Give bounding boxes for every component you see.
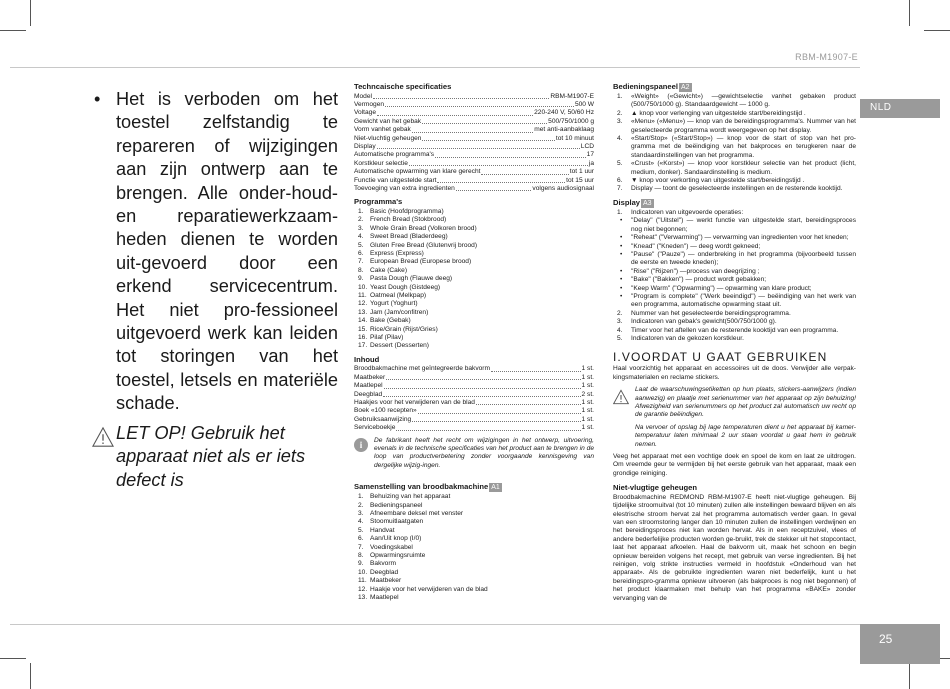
list-item bbox=[354, 317, 594, 325]
assembly-list bbox=[354, 493, 594, 602]
row-label: Toevoeging van extra ingredienten bbox=[354, 184, 455, 192]
manufacturer-note-text: De fabrikant heeft het recht om wijzigingen in het ontwerp, uitvoering, evenals in de technische specificaties van het product aan te brengen in de loop van productverbetering zonder voorgaande kennisgeving van dergelijke wijzig-ingen. bbox=[374, 436, 594, 469]
row-label: Broodbakmachine met geïntegreerde bakvorm bbox=[354, 365, 490, 373]
table-row bbox=[354, 374, 594, 382]
item-text: Sweet Bread (Bladerdeeg) bbox=[370, 233, 448, 241]
row-value: volgens audiosignaal bbox=[532, 184, 594, 192]
row-label: Display bbox=[354, 142, 376, 150]
row-value: 1 st. bbox=[581, 398, 594, 406]
table-row bbox=[354, 177, 594, 185]
row-value: tot 10 minuut bbox=[555, 134, 594, 142]
programs-heading: Programma's bbox=[354, 197, 403, 207]
memory-text: Broodbakmachine REDMOND RBM-M1907-E heeft niet-vlugtige geheugen. Bij tijdelijke stroomuitval (tot 10 minuten) zullen alle instellingen bewaard blijven en als elestrische stroom hervat zal het programma automatisch verder gaan. In geval van een stroomstoring langer dan 10 minuten zullen de instellingen verdwijnen en het bereidingsproces niet kan worden hervat. Als in een receptzuivel, vlees of andere bederfelijke producten worden ge-bruikt, trek de stekker uit het stopcontact, laat het apparaat afkoelen. Haal de bakvorm uit, maak het schoon en begin opnieuw bereiden volgens het recept, met gebruik van verse ingredienten. Bij het reinigen, volg strikte instructies vermeld in hoofdstuk «Onderhoud van het apparaat». Als de gebruikte ingredienten waren niet bederfelijk, kunt u het bereidingspro-gramma opnieuw uitvoeren (als bakproces is nog niet begonnen) of het product klaarmaken met behulp van het programma «BAKE» zonder vervanging van de bbox=[613, 493, 856, 602]
dot-leader bbox=[373, 98, 549, 99]
item-number: 14. bbox=[358, 317, 368, 325]
list-item bbox=[613, 177, 856, 185]
dot-leader bbox=[418, 413, 581, 414]
item-text: «Weight» («Gewicht») —gewichtselectie vanhet gebaken product (500/750/1000 g). Standaardgewicht — 1000 g. bbox=[631, 93, 856, 109]
item-number: 3. bbox=[358, 509, 364, 517]
dot-leader bbox=[481, 174, 568, 175]
assembly-heading bbox=[354, 482, 594, 492]
item-number: 3. bbox=[358, 224, 364, 232]
row-label: Vermogen bbox=[354, 100, 385, 108]
row-value: tot 1 uur bbox=[569, 168, 594, 176]
display-indicator-list bbox=[613, 217, 856, 309]
defect-warning bbox=[92, 422, 338, 492]
item-text: Voedingskabel bbox=[370, 543, 413, 551]
control-panel-heading-text: Bedieningspaneel bbox=[613, 82, 678, 91]
dot-leader bbox=[385, 106, 574, 107]
row-value: tot 15 uur bbox=[566, 176, 594, 184]
row-value: RBM-M1907-E bbox=[550, 92, 594, 100]
item-number: 4. bbox=[358, 233, 364, 241]
dot-leader bbox=[412, 421, 580, 422]
info-icon: i bbox=[354, 438, 368, 452]
specs-heading: Technсaische specificaties bbox=[354, 82, 452, 91]
item-number: 11. bbox=[358, 577, 367, 585]
row-value: 1 st. bbox=[581, 382, 594, 390]
crop-mark bbox=[909, 0, 910, 26]
programs-list bbox=[354, 208, 594, 351]
item-text: Haakje voor het verwijderen van de blad bbox=[370, 585, 488, 593]
table-row bbox=[354, 399, 594, 407]
row-label: Deegblad bbox=[354, 390, 383, 398]
item-number: 5. bbox=[358, 241, 364, 249]
list-item: • "Pause" ("Pauze") — onderbreking in het programma (bijvoorbeeld tussen de eerste en tweede kneden); bbox=[613, 251, 856, 268]
list-item bbox=[354, 560, 594, 568]
item-text: Bedieningspaneel bbox=[370, 501, 423, 509]
item-number: 6. bbox=[617, 177, 623, 185]
item-text: Aan/Uit knop (I/0) bbox=[370, 535, 422, 543]
dot-leader bbox=[422, 123, 547, 124]
list-item bbox=[354, 258, 594, 266]
table-row bbox=[354, 101, 594, 109]
dot-leader bbox=[386, 379, 580, 380]
list-item bbox=[354, 518, 594, 526]
list-item bbox=[354, 535, 594, 543]
list-item: • "Knead" ("Kneden") — deeg wordt gekneed; bbox=[613, 243, 856, 251]
item-number: 9. bbox=[358, 560, 364, 568]
dot-leader bbox=[491, 371, 581, 372]
list-item bbox=[354, 233, 594, 241]
crop-mark bbox=[30, 0, 31, 26]
specs-table bbox=[354, 93, 594, 194]
table-row bbox=[354, 160, 594, 168]
list-item bbox=[354, 326, 594, 334]
dot-leader bbox=[422, 140, 554, 141]
list-item bbox=[354, 510, 594, 518]
row-value: 2 st. bbox=[581, 390, 594, 398]
item-number: 3. bbox=[617, 318, 623, 326]
list-item: • "Delay" ("Uitstel") — werkt functie van uitgestelde start, bereidingsproces nog niet begonnen; bbox=[613, 217, 856, 234]
item-number: 8. bbox=[358, 552, 364, 559]
list-item bbox=[354, 225, 594, 233]
item-number: 2. bbox=[358, 501, 364, 509]
item-text: Handvat bbox=[370, 526, 395, 534]
item-text: ▼ knop voor verkorting van uitgestelde start/bereidingstijd . bbox=[631, 177, 805, 185]
item-number: 5. bbox=[617, 160, 623, 168]
list-item bbox=[354, 300, 594, 308]
dot-leader bbox=[396, 430, 580, 431]
item-text: Afneembare deksel met venster bbox=[370, 509, 464, 517]
item-text: Oatmeal (Melkpap) bbox=[370, 291, 427, 299]
dot-leader bbox=[383, 396, 580, 397]
dot-leader bbox=[412, 132, 533, 133]
item-text: Express (Express) bbox=[370, 249, 424, 257]
language-tab: NLD bbox=[860, 99, 940, 118]
list-item bbox=[354, 544, 594, 552]
display-intro bbox=[613, 209, 856, 217]
table-row bbox=[354, 407, 594, 415]
list-item bbox=[354, 334, 594, 342]
item-text: Display — toont de geselecteerde instellingen en de resterende kooktijd. bbox=[631, 185, 843, 193]
row-value: 1 st. bbox=[581, 407, 594, 415]
item-text: Pasta Dough (Flauwe deeg) bbox=[370, 275, 453, 283]
item-text: Gluten Free Bread (Glutenvrij brood) bbox=[370, 241, 478, 249]
figure-tag: A1 bbox=[491, 484, 500, 492]
list-item bbox=[613, 110, 856, 118]
list-item: • "Keep Warm" ("Opwarming") — opwarming van klare product; bbox=[613, 285, 856, 293]
row-label: Serviceboekje bbox=[354, 424, 396, 432]
item-text: Behuizing van het apparaat bbox=[370, 493, 451, 501]
item-text: Jam (Jam/confitren) bbox=[370, 308, 429, 316]
item-text: «Crust» («Korst») — knop voor korstkleur selectie van het product (licht, medium, donker). Sandaardinstelling is medium. bbox=[631, 160, 856, 176]
row-label: Maatbeker bbox=[354, 373, 386, 381]
item-number: 11. bbox=[358, 291, 367, 299]
list-item bbox=[354, 493, 594, 501]
table-row bbox=[354, 109, 594, 117]
footer-divider bbox=[10, 624, 860, 625]
crop-mark bbox=[924, 30, 950, 31]
list-item bbox=[613, 135, 856, 160]
list-item bbox=[354, 292, 594, 300]
item-text: Pilaf (Pilav) bbox=[370, 333, 404, 341]
row-value: 220-240 V, 50/60 Hz bbox=[534, 109, 594, 117]
item-number: 1. bbox=[358, 493, 364, 501]
crop-mark bbox=[909, 663, 910, 689]
list-item bbox=[354, 502, 594, 510]
item-number: 3. bbox=[617, 118, 623, 126]
label-warning bbox=[613, 386, 856, 449]
list-item: • "Rise" ("Rijzen") —process van deegrijzing ; bbox=[613, 268, 856, 276]
contents-heading: Inhoud bbox=[354, 354, 380, 364]
list-item bbox=[613, 318, 856, 326]
table-row bbox=[354, 168, 594, 176]
list-item bbox=[613, 335, 856, 343]
item-number: 5. bbox=[358, 526, 364, 534]
figure-tag: A3 bbox=[643, 199, 652, 207]
row-label: Automatische programma's bbox=[354, 151, 435, 159]
list-item bbox=[613, 327, 856, 335]
dot-leader bbox=[409, 165, 588, 166]
item-text: Yeast Dough (Gistdeeg) bbox=[370, 283, 441, 291]
cleaning-paragraph: Veeg het apparaat met een vochtige doek en spoel de kom en laat ze uitdrogen. Om vreemde geur te vermijden bij het eerste gebruik van het apparaat, maak een grondige reiniging. bbox=[613, 453, 856, 477]
item-number: 4. bbox=[617, 326, 623, 334]
row-label: Vorm vanhet gebak bbox=[354, 126, 411, 134]
table-row bbox=[354, 185, 594, 193]
row-value: ja bbox=[588, 159, 594, 167]
repair-warning-bullet: • Het is verboden om het toestel zelfstandig te repareren of wijzigingen aan zijn ontwerp aan te brengen. Alle onder-houd- en reparatiewerkzaam-heden dienen te worden uit-gevoerd door een erkend servicecentrum. Het niet pro-fessioneel uitgevoerd werk kan leiden tot storingen van het toestel, letsels en materiële schade. bbox=[92, 88, 338, 416]
item-text: Stoomuitlaatgaten bbox=[370, 518, 424, 526]
page-number: 25 bbox=[860, 624, 940, 664]
list-item bbox=[354, 527, 594, 535]
item-text: Nummer van het geselecteerde bereidingsprogramma. bbox=[631, 309, 791, 317]
row-value: 1 st. bbox=[581, 365, 594, 373]
row-label: Gebruiksaanwijzing bbox=[354, 415, 412, 423]
item-text: Bakvorm bbox=[370, 560, 397, 568]
display-heading bbox=[613, 198, 856, 208]
list-item bbox=[613, 93, 856, 110]
table-row bbox=[354, 126, 594, 134]
item-number: 13. bbox=[358, 594, 368, 602]
table-row bbox=[354, 365, 594, 373]
item-number: 7. bbox=[358, 258, 364, 266]
item-number: 2. bbox=[358, 216, 364, 224]
warning-triangle-icon bbox=[613, 389, 629, 405]
item-number: 1. bbox=[358, 207, 364, 215]
item-text: Opwarmingsruimte bbox=[370, 552, 426, 559]
item-text: Maatbeker bbox=[370, 577, 402, 585]
row-label: Model bbox=[354, 92, 372, 100]
row-value: 1 st. bbox=[581, 373, 594, 381]
section-title: I.VOORDAT U GAAT GEBRUIKEN bbox=[613, 350, 828, 365]
list-item bbox=[354, 577, 594, 585]
row-label: Niet-vluchtig geheugen bbox=[354, 134, 422, 142]
list-item bbox=[354, 586, 594, 594]
item-number: 7. bbox=[358, 543, 364, 551]
item-text: Bake (Gebak) bbox=[370, 317, 411, 325]
list-item: • "Reheat" ("Verwarming") — verwarming van ingredienten voor het kneden; bbox=[613, 234, 856, 242]
item-text: Basic (Hoofdprogramma) bbox=[370, 207, 444, 215]
row-value: 1 st. bbox=[581, 415, 594, 423]
item-number: 5. bbox=[617, 334, 623, 342]
item-number: 6. bbox=[358, 535, 364, 543]
memory-heading: Niet-vlugtige geheugen bbox=[613, 483, 697, 493]
row-value: 500 W bbox=[574, 100, 594, 108]
list-item bbox=[613, 160, 856, 177]
dot-leader bbox=[384, 388, 581, 389]
list-item bbox=[613, 310, 856, 318]
row-label: Automatische opwarming van klare gerecht bbox=[354, 168, 481, 176]
list-item bbox=[354, 275, 594, 283]
item-text: Deegblad bbox=[370, 568, 399, 576]
item-text: Whole Grain Bread (Volkoren brood) bbox=[370, 224, 477, 232]
list-item bbox=[354, 569, 594, 577]
defect-warning-text: LET OP! Gebruik het apparaat niet als er iets defect is bbox=[116, 422, 306, 490]
dot-leader bbox=[476, 404, 581, 405]
row-value: LCD bbox=[580, 142, 594, 150]
row-label: Gewicht van het gebak bbox=[354, 117, 422, 125]
list-item: • "Program is complete" ("Werk beeindigd") — beëindiging van het werk van een programma, automatische opwarming staat uit. bbox=[613, 293, 856, 310]
before-use-intro: Haal voorzichtig het apparaat en accessoires uit de doos. Verwijder alle verpak-kingsmaterialen en reclame stickers. bbox=[613, 365, 856, 381]
display-list bbox=[613, 310, 856, 344]
table-row bbox=[354, 391, 594, 399]
item-number: 2. bbox=[617, 309, 623, 317]
item-number: 7. bbox=[617, 185, 623, 193]
control-panel-heading bbox=[613, 82, 856, 92]
item-number: 9. bbox=[358, 275, 364, 283]
header-divider bbox=[10, 67, 860, 68]
dot-leader bbox=[437, 182, 565, 183]
contents-table bbox=[354, 365, 594, 432]
list-item: 1. Indicatoren van uitgevoerde operaties: bbox=[617, 208, 744, 216]
warning-triangle-icon bbox=[92, 426, 114, 448]
crop-mark bbox=[0, 30, 26, 31]
list-item bbox=[354, 342, 594, 350]
table-row bbox=[354, 135, 594, 143]
model-header: RBM-M1907-E bbox=[795, 52, 858, 62]
dot-leader bbox=[377, 115, 533, 116]
list-item bbox=[354, 267, 594, 275]
crop-mark bbox=[0, 658, 26, 659]
row-label: Boek «100 recepten» bbox=[354, 407, 417, 415]
item-number: 15. bbox=[358, 325, 368, 333]
item-number: 8. bbox=[358, 266, 364, 274]
control-panel-list bbox=[613, 93, 856, 194]
left-column bbox=[92, 88, 338, 492]
middle-column bbox=[354, 82, 594, 602]
item-text: European Bread (Europese brood) bbox=[370, 258, 472, 266]
row-value: 17 bbox=[586, 151, 594, 159]
list-item bbox=[354, 216, 594, 224]
item-number: 6. bbox=[358, 249, 364, 257]
row-value: 500/750/1000 g bbox=[548, 117, 594, 125]
item-number: 2. bbox=[617, 109, 623, 117]
item-number: 12. bbox=[358, 300, 368, 308]
table-row bbox=[354, 93, 594, 101]
row-value: met anti-aanbaklaag bbox=[534, 126, 594, 134]
item-number: 10. bbox=[358, 283, 368, 291]
table-row bbox=[354, 424, 594, 432]
item-text: Rice/Grain (Rijst/Gries) bbox=[370, 325, 438, 333]
list-item bbox=[613, 185, 856, 193]
item-text: Cake (Cake) bbox=[370, 266, 408, 274]
dot-leader bbox=[456, 190, 532, 191]
list-item: • "Bake" ("Bakken") — product wordt gebakken; bbox=[613, 276, 856, 284]
table-row bbox=[354, 143, 594, 151]
list-item bbox=[354, 284, 594, 292]
right-column bbox=[613, 82, 856, 603]
item-text: «Menu» («Menu») — knop van de bereidingsprogramma's. Nummer van het geselecteerde programma wordt weergegeven op het display. bbox=[631, 118, 856, 134]
item-text: ▲ knop voor verlenging van uitgestelde start/bereidingstijd . bbox=[631, 109, 806, 117]
item-text: Dessert (Desserten) bbox=[370, 342, 429, 350]
item-number: 1. bbox=[617, 93, 623, 100]
manufacturer-note bbox=[354, 437, 594, 471]
list-item bbox=[354, 552, 594, 560]
row-label: Haakjes voor het verwijderen van de blad bbox=[354, 398, 475, 406]
row-label: Voltage bbox=[354, 109, 376, 117]
list-item bbox=[354, 594, 594, 602]
row-label: Functie van uitgestelde start bbox=[354, 176, 437, 184]
item-number: 4. bbox=[617, 135, 623, 143]
item-number: 4. bbox=[358, 518, 364, 526]
table-row bbox=[354, 151, 594, 159]
item-text: Indicatoren van gebak's gewicht(500/750/1000 g). bbox=[631, 318, 777, 326]
item-number: 10. bbox=[358, 568, 368, 576]
item-text: French Bread (Stokbrood) bbox=[370, 216, 447, 224]
table-row bbox=[354, 416, 594, 424]
figure-tag: A2 bbox=[681, 84, 690, 91]
item-text: Yogurt (Yoghurt) bbox=[370, 300, 418, 308]
list-item bbox=[354, 208, 594, 216]
list-item bbox=[613, 118, 856, 135]
item-text: «Start/Stop» («Start/Stop») — knop voor de start of stop van het pro-gramma met de beëindiging van het bakproces en terugkeren naar de standaardinstellingen van het programma. bbox=[631, 135, 856, 159]
row-label: Korstkleur selectie bbox=[354, 159, 408, 167]
table-row bbox=[354, 118, 594, 126]
crop-mark bbox=[30, 663, 31, 689]
row-value: 1 st. bbox=[581, 424, 594, 432]
list-item bbox=[354, 250, 594, 258]
item-number: 12. bbox=[358, 585, 368, 593]
item-text: Maatlepel bbox=[370, 594, 399, 602]
table-row bbox=[354, 382, 594, 390]
list-item bbox=[354, 242, 594, 250]
dot-leader bbox=[377, 148, 580, 149]
item-number: 16. bbox=[358, 333, 368, 341]
assembly-heading-text: Samenstelling van broodbakmachine bbox=[354, 482, 489, 492]
transport-warning-text: Na vervoer of opslag bij lage temperaturen dient u het apparaat bij kamer-temperatuur laten minimaal 2 uur staan voordat u gaat hem in gebruik nemen. bbox=[635, 423, 856, 448]
label-warning-text: Laat de waarschuwingsetiketten op hun plaats, stickers-aanwijzers (indien aanwezig) en plaatje met serienummer van het apparaat op zijn behuizing! Afwezigheid van serienummers op het product zal automatisch uw recht op de garantie beëindigen. bbox=[635, 386, 856, 419]
display-heading-text: Display bbox=[613, 197, 641, 207]
item-text: Timer voor het aftellen van de resterende kooktijd van een programma. bbox=[631, 326, 839, 334]
list-item bbox=[354, 309, 594, 317]
item-number: 17. bbox=[358, 342, 368, 350]
row-label: Maatlepel bbox=[354, 382, 383, 390]
item-number: 13. bbox=[358, 308, 368, 316]
item-text: Indicatoren van de gekozen korstkleur. bbox=[631, 334, 744, 342]
dot-leader bbox=[435, 157, 586, 158]
